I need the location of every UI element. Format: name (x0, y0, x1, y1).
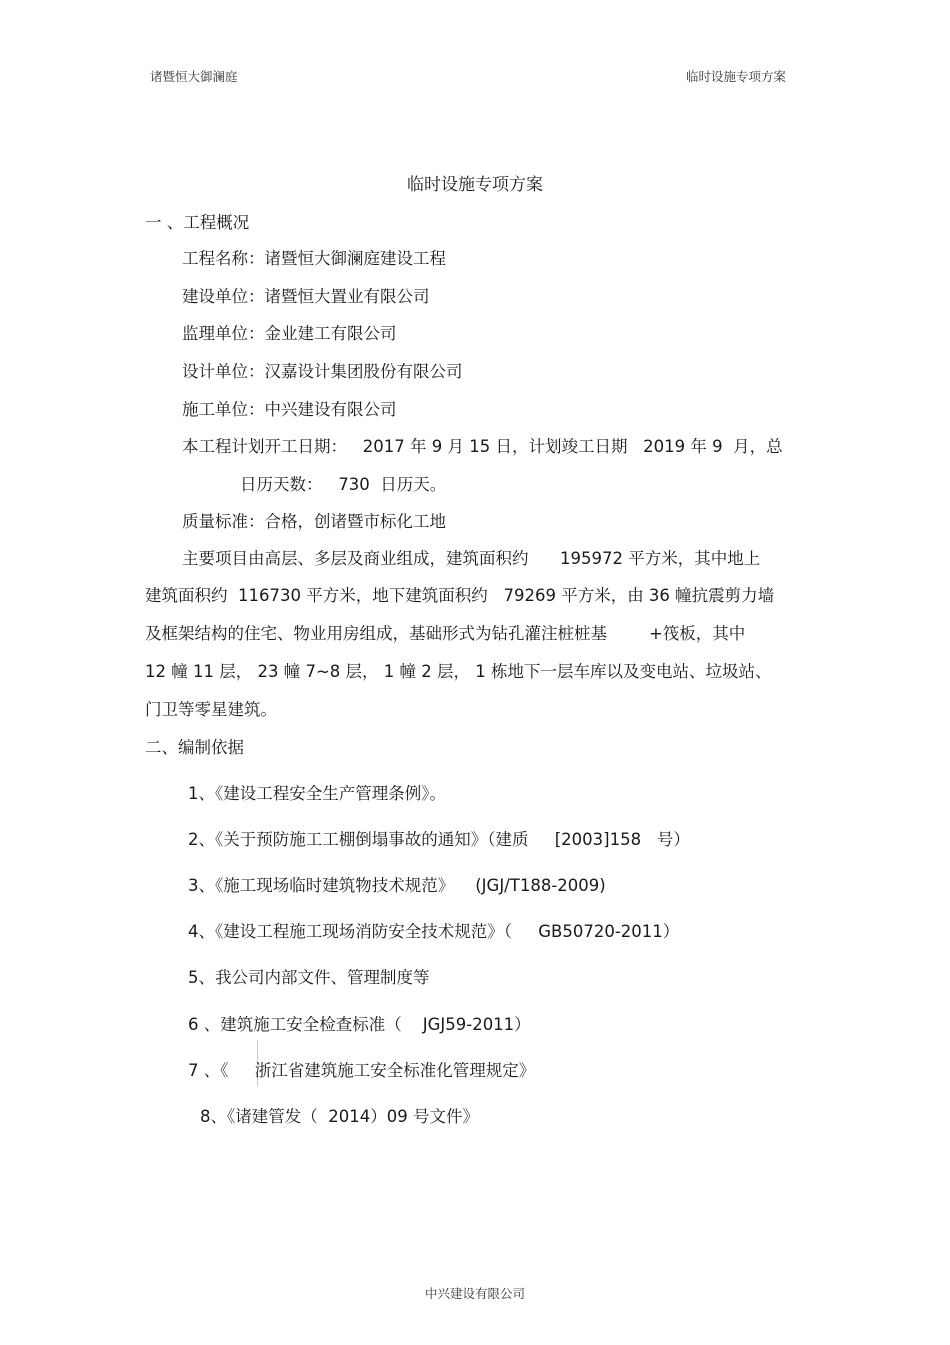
description-line-5: 门卫等零星建筑。 (145, 700, 277, 719)
description-line-3: 及框架结构的住宅、物业用房组成，基础形式为钻孔灌注桩桩基 +筏板，其中 (145, 624, 746, 643)
reference-item: 8、《诸建管发（ 2014）09 号文件》 (200, 1107, 479, 1126)
reference-item: 2、《关于预防施工工棚倒塌事故的通知》（建质 [2003]158 号） (188, 830, 690, 849)
description-line-4: 12 幢 11 层， 23 幢 7~8 层， 1 幢 2 层， 1 栋地下一层车库以及变电站、垃圾站、 (145, 662, 772, 681)
field-project-name: 工程名称：诸暨恒大御澜庭建设工程 (182, 249, 446, 268)
reference-item: 3、《施工现场临时建筑物技术规范》 (JGJ/T188-2009) (188, 876, 606, 895)
description-line-2: 建筑面积约 116730 平方米，地下建筑面积约 79269 平方米，由 36 幢抗震剪力墙 (145, 586, 775, 605)
header-left: 诸暨恒大御澜庭 (150, 69, 238, 84)
reference-item: 5、我公司内部文件、管理制度等 (188, 968, 430, 987)
header-right: 临时设施专项方案 (686, 69, 787, 84)
reference-item: 6 、建筑施工安全检查标准（ JGJ59-2011） (188, 1015, 531, 1034)
field-contractor: 施工单位：中兴建设有限公司 (182, 400, 397, 419)
field-supervisor: 监理单位：金业建工有限公司 (182, 324, 397, 343)
reference-item: 7 、《 浙江省建筑施工安全标准化管理规定》 (188, 1061, 536, 1080)
quality-standard: 质量标准：合格，创诸暨市标化工地 (182, 512, 446, 531)
section-heading-overview: 一 、工程概况 (145, 213, 250, 232)
reference-item: 4、《建设工程施工现场消防安全技术规范》（ GB50720-2011） (188, 922, 680, 941)
section-heading-basis: 二、编制依据 (145, 738, 244, 757)
reference-item: 1、《建设工程安全生产管理条例》。 (188, 784, 446, 803)
schedule-line-2: 日历天数： 730 日历天。 (240, 475, 447, 494)
field-owner: 建设单位：诸暨恒大置业有限公司 (182, 287, 430, 306)
schedule-line-1: 本工程计划开工日期： 2017 年 9 月 15 日，计划竣工日期 2019 年 9 月，总 (182, 437, 783, 456)
document-title: 临时设施专项方案 (407, 175, 543, 195)
footer-company: 中兴建设有限公司 (424, 1286, 525, 1301)
field-designer: 设计单位：汉嘉设计集团股份有限公司 (182, 362, 463, 381)
description-line-1: 主要项目由高层、多层及商业组成，建筑面积约 195972 平方米，其中地上 (182, 549, 761, 568)
